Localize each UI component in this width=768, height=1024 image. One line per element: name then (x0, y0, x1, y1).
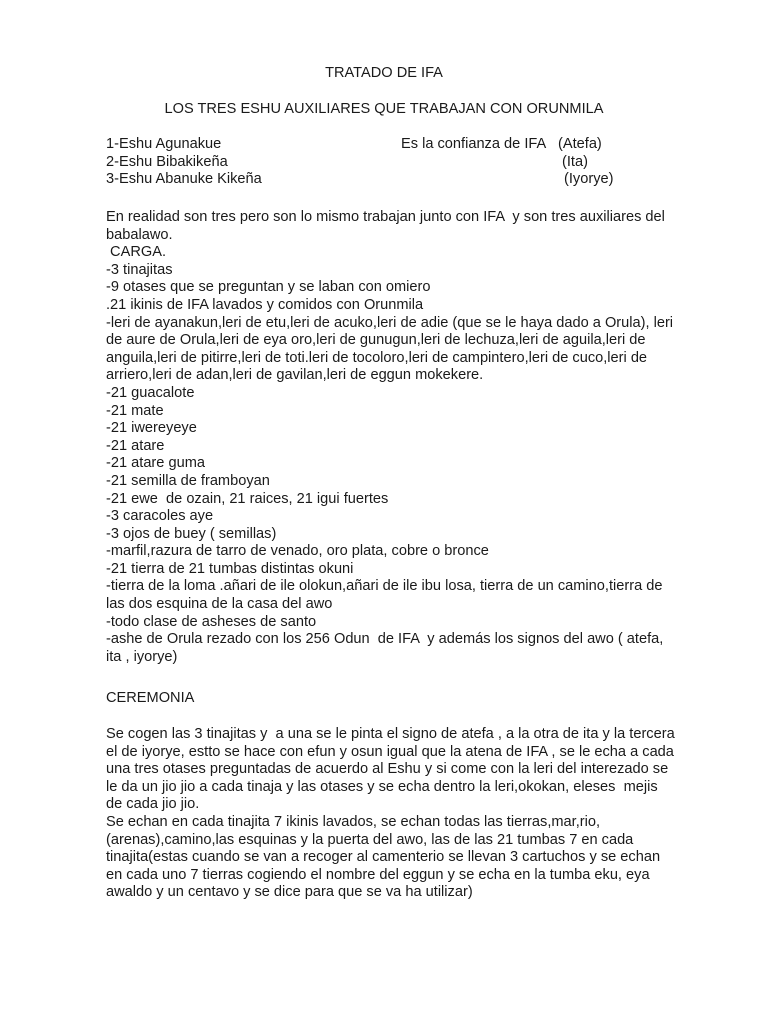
eshu-row (106, 136, 706, 154)
eshu-sign: (Iyorye) (564, 171, 614, 188)
list-item: -21 mate (106, 402, 164, 419)
paragraph-line: de cada jio jio. (106, 796, 200, 813)
list-item: arriero,leri de adan,leri de gavilan,leri de eggun mokekere. (106, 367, 484, 384)
eshu-name: 3-Eshu Abanuke Kikeña (106, 171, 262, 188)
list-item: -marfil,razura de tarro de venado, oro plata, cobre o bronce (106, 543, 489, 560)
paragraph-line: (arenas),camino,las esquinas y la puerta del awo, las de las 21 tumbas 7 en cada (106, 831, 634, 848)
paragraph-line: awaldo y un centavo y se dice para que se va ha utilizar) (106, 884, 473, 901)
list-item: -21 iwereyeye (106, 420, 197, 437)
list-item: -9 otases que se preguntan y se laban con omiero (106, 279, 431, 296)
document-subtitle: LOS TRES ESHU AUXILIARES QUE TRABAJAN CON ORUNMILA (164, 101, 604, 117)
eshu-description: Es la confianza de IFA (401, 136, 547, 152)
paragraph-line: Se echan en cada tinajita 7 ikinis lavados, se echan todas las tierras,mar,rio, (106, 813, 601, 830)
list-item: -leri de ayanakun,leri de etu,leri de acuko,leri de adie (que se le haya dado a Orula), leri (106, 314, 674, 331)
list-item: las dos esquina de la casa del awo (106, 596, 333, 613)
list-item: -21 ewe de ozain, 21 raices, 21 igui fuertes (106, 490, 389, 507)
paragraph-line: en cada uno 7 tierras cogiendo el nombre del eggun y se echa en la tumba eku, eya (106, 866, 650, 883)
list-item: -todo clase de asheses de santo (106, 613, 317, 630)
list-item: .21 ikinis de IFA lavados y comidos con Orunmila (106, 296, 424, 313)
eshu-row (106, 154, 706, 172)
eshu-name: 1-Eshu Agunakue (106, 136, 222, 152)
list-item: -3 ojos de buey ( semillas) (106, 525, 277, 542)
list-item: -21 atare (106, 437, 165, 454)
list-item: -tierra de la loma .añari de ile olokun,añari de ile ibu losa, tierra de un camino,tierra de (106, 578, 663, 595)
ceremonia-section (106, 726, 706, 902)
carga-heading: CARGA. (106, 244, 167, 261)
paragraph-line: una tres otases preguntadas de acuerdo al Eshu y si come con la leri del interezado se (106, 761, 669, 778)
eshu-name: 2-Eshu Bibakikeña (106, 153, 228, 170)
list-item: -21 atare guma (106, 455, 205, 472)
list-item: ita , iyorye) (106, 648, 178, 665)
paragraph-line: tinajita(estas cuando se van a recoger al camenterio se llevan 3 cartuchos y se echan (106, 849, 661, 866)
eshu-sign: (Atefa) (558, 136, 602, 152)
eshu-sign: (Ita) (562, 153, 588, 170)
document-title: TRATADO DE IFA (325, 65, 443, 81)
list-item: de aure de Orula,leri de eya oro,leri de gunugun,leri de lechuza,leri de aguila,leri de (106, 332, 646, 349)
list-item: anguila,leri de pitirre,leri de toti.leri de tocoloro,leri de campintero,leri de cuco,leri de (106, 349, 648, 366)
eshu-list (106, 136, 706, 189)
list-item: -3 caracoles aye (106, 508, 214, 525)
paragraph-line: Se cogen las 3 tinajitas y a una se le pinta el signo de atefa , a la otra de ita y la tercera (106, 726, 675, 742)
ceremonia-heading-block (106, 690, 706, 708)
paragraph-line: el de iyorye, estto se hace con efun y osun igual que la atena de IFA , se le echa a cada (106, 743, 674, 760)
list-item: -21 guacalote (106, 384, 195, 401)
paragraph-line: le da un jio jio a cada tinaja y las otases y se echa dentro la leri,okokan, eleses mejis (106, 778, 658, 795)
list-item: -21 semilla de framboyan (106, 472, 270, 489)
list-item: -21 tierra de 21 tumbas distintas okuni (106, 560, 354, 577)
eshu-row (106, 171, 706, 189)
paragraph-line: En realidad son tres pero son lo mismo trabajan junto con IFA y son tres auxiliares del (106, 209, 665, 225)
list-item: -ashe de Orula rezado con los 256 Odun de IFA y además los signos del awo ( atefa, (106, 631, 664, 648)
paragraph-line: babalawo. (106, 226, 173, 243)
ceremonia-heading: CEREMONIA (106, 690, 195, 706)
list-item: -3 tinajitas (106, 261, 173, 278)
carga-section (106, 209, 706, 666)
